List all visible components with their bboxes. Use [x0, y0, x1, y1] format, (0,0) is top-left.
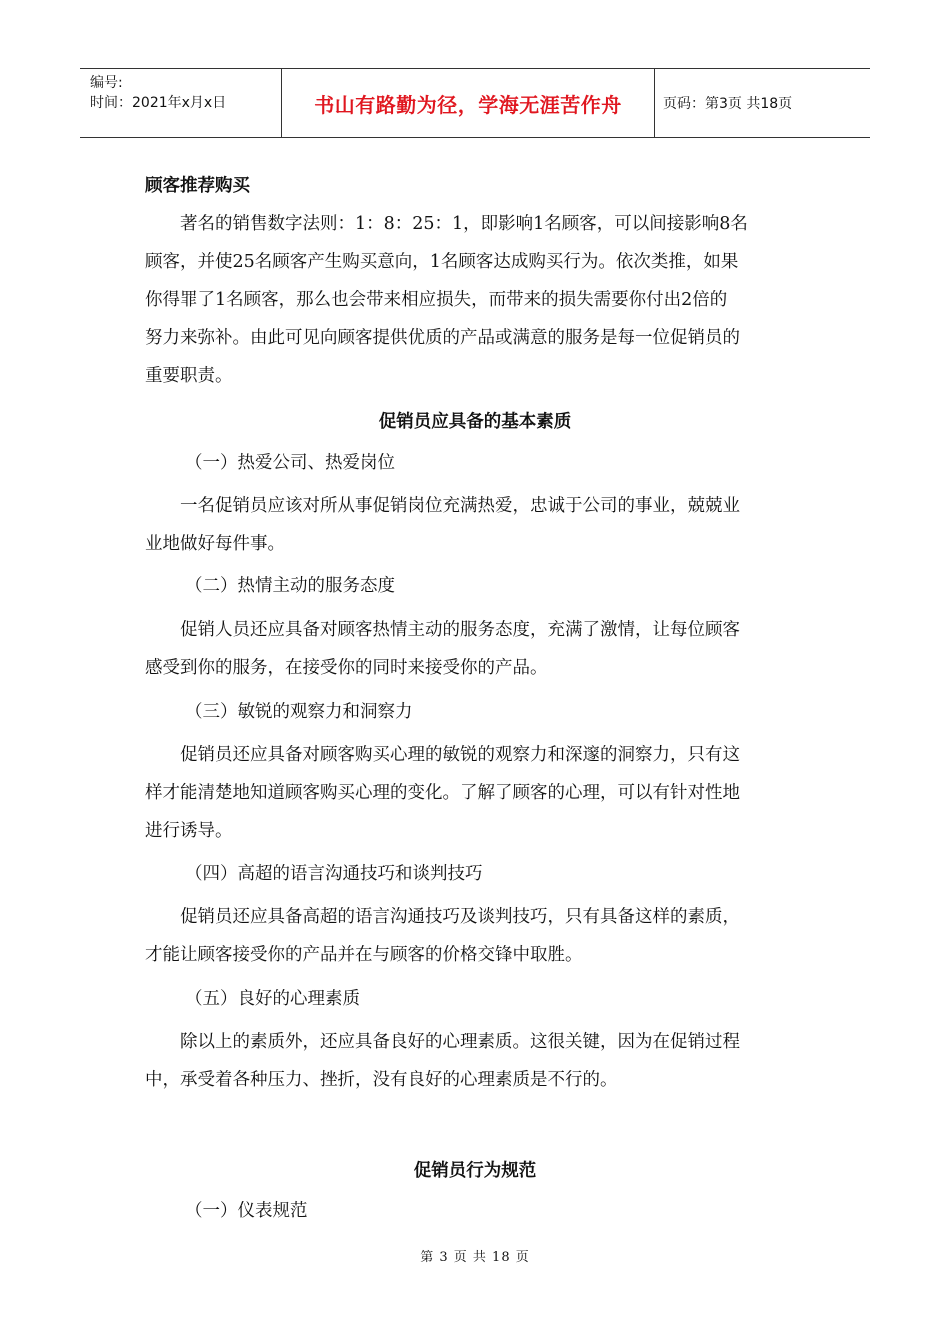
- paragraph-line: 促销员还应具备高超的语言沟通技巧及谈判技巧，只有具备这样的素质，: [180, 907, 740, 927]
- paragraph-line: 进行诱导。: [145, 821, 233, 841]
- paragraph-line: 你得罪了1名顾客，那么也会带来相应损失，而带来的损失需要你付出2倍的: [145, 290, 728, 310]
- item-title-3: （三）敏锐的观察力和洞察力: [185, 702, 413, 722]
- paragraph-line: 促销员还应具备对顾客购买心理的敏锐的观察力和深邃的洞察力，只有这: [180, 745, 740, 765]
- item-title-1: （一）热爱公司、热爱岗位: [185, 453, 395, 473]
- paragraph-line: 一名促销员应该对所从事促销岗位充满热爱，忠诚于公司的事业，兢兢业: [180, 496, 740, 516]
- header-motto: 书山有路勤为径，学海无涯苦作舟: [282, 69, 655, 137]
- item-title-5: （五）良好的心理素质: [185, 989, 360, 1009]
- paragraph-line: 促销人员还应具备对顾客热情主动的服务态度，充满了激情，让每位顾客: [180, 620, 740, 640]
- section-title-customer-referral: 顾客推荐购买: [145, 176, 250, 196]
- header-page-info: 页码：第3页 共18页: [663, 96, 793, 112]
- paragraph-line: 除以上的素质外，还应具备良好的心理素质。这很关键，因为在促销过程: [180, 1032, 740, 1052]
- paragraph-line: 业地做好每件事。: [145, 534, 285, 554]
- section-title-behavior-norms: 促销员行为规范: [413, 1161, 537, 1181]
- paragraph-line: 努力来弥补。由此可见向顾客提供优质的产品或满意的服务是每一位促销员的: [145, 328, 740, 348]
- page-footer: 第 3 页 共 18 页: [420, 1250, 530, 1265]
- subsection-title-appearance: （一）仪表规范: [185, 1201, 308, 1221]
- section-title-basic-qualities: 促销员应具备的基本素质: [378, 412, 572, 432]
- document-date: 时间：2021年x月x日: [90, 95, 227, 111]
- paragraph-line: 感受到你的服务，在接受你的同时来接受你的产品。: [145, 658, 548, 678]
- paragraph-line: 著名的销售数字法则：1：8：25：1，即影响1名顾客，可以间接影响8名: [180, 214, 748, 234]
- paragraph-line: 样才能清楚地知道顾客购买心理的变化。了解了顾客的心理，可以有针对性地: [145, 783, 740, 803]
- paragraph-line: 重要职责。: [145, 366, 233, 386]
- item-title-4: （四）高超的语言沟通技巧和谈判技巧: [185, 864, 483, 884]
- paragraph-line: 顾客，并使25名顾客产生购买意向，1名顾客达成购买行为。依次类推，如果: [145, 252, 739, 272]
- paragraph-line: 才能让顾客接受你的产品并在与顾客的价格交锋中取胜。: [145, 945, 583, 965]
- document-code-label: 编号:: [90, 75, 123, 91]
- item-title-2: （二）热情主动的服务态度: [185, 576, 395, 596]
- paragraph-line: 中，承受着各种压力、挫折，没有良好的心理素质是不行的。: [145, 1070, 618, 1090]
- header-meta: [80, 69, 282, 137]
- page-header: [80, 68, 870, 138]
